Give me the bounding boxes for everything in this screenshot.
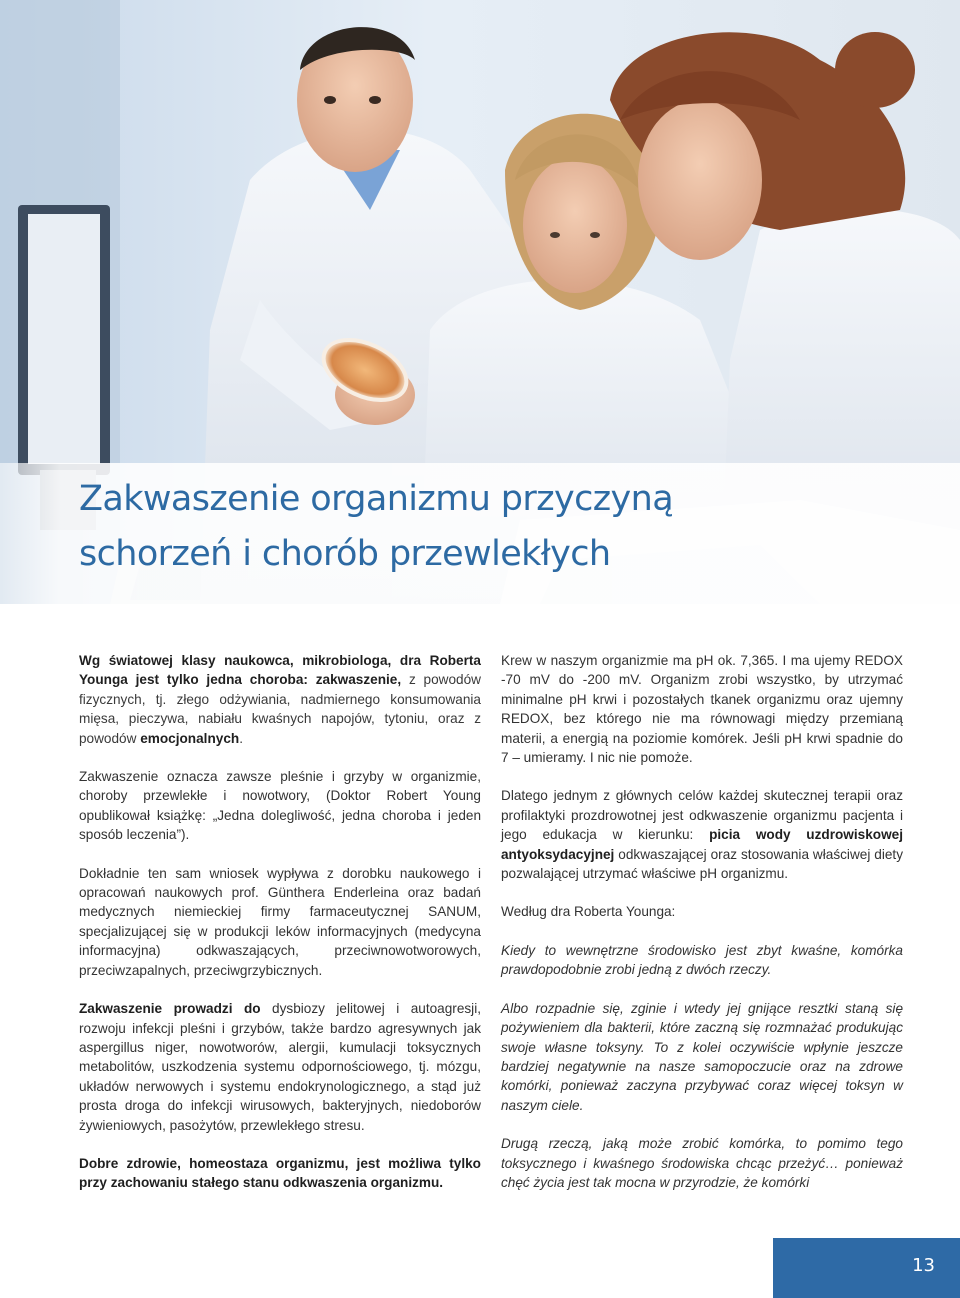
paragraph-young-intro: Według dra Roberta Younga: xyxy=(501,904,676,920)
intro-bold-end: emocjonalnych xyxy=(140,730,240,746)
therapy-start: Dlatego jednym z głównych celów każdej skutecznej terapii oraz profilaktyki prozdrowotnej jest odkwaszenie organizmu pacjenta i jego edukacja w kierunku: xyxy=(501,788,903,843)
intro-paragraph xyxy=(79,651,481,748)
page-number: 13 xyxy=(912,1255,935,1276)
consequences-rest: dysbiozy jelitowej i autoagresji, rozwoju infekcji pleśni i grzybów, także bardzo agresywnych jak aspergillus niger, nowotworów, alergii, kumulacji toksycznych metabolitów, uszkodzenia systemu odpornościowego, tj. mózgu, układów nerwowych i systemu endokrynologicznego, a stąd już prosta droga do infekcji wirusowych, bakteryjnych, niedoborów żywieniowych, pasożytów, przewlekłego stresu. xyxy=(79,1001,481,1133)
right-column xyxy=(501,651,903,1211)
therapy-end: odkwaszającej oraz stosowania właściwej diety pozwalającej utrzymać właściwe pH organizmu. xyxy=(501,846,903,882)
therapy-bold: picia wody uzdrowiskowej antyoksydacyjnej xyxy=(501,827,903,862)
paragraph-consequences xyxy=(79,999,481,1135)
paragraph-blood-ph: Krew w naszym organizmie ma pH ok. 7,365. I ma ujemy REDOX -70 mV do -200 mV. Organizm zrobi wszystko, by utrzymać minimalne pH krwi i pozostałych tkanek organizmu oraz ujemny REDOX, bez którego nie ma równowagi między przemianą materii, a energią na poziomie komórek. Jeśli pH krwi spadnie do 7 – umieramy. I nic nie pomoże. xyxy=(501,653,903,766)
page-title-line-2: schorzeń i chorób przewlekłych xyxy=(79,534,611,574)
intro-bold: Wg światowej klasy naukowca, mikrobiologa, dra Roberta Younga jest tylko jedna choroba: zakwaszenie, xyxy=(79,653,481,688)
paragraph-therapy xyxy=(501,786,903,883)
quote-paragraph-1: Kiedy to wewnętrzne środowisko jest zbyt kwaśne, komórka prawdopodobnie zrobi jedną z dwóch rzeczy. xyxy=(501,942,903,978)
conclusion-bold: Dobre zdrowie, homeostaza organizmu, jest możliwa tylko przy zachowaniu stałego stanu odkwaszenia organizmu. xyxy=(79,1155,481,1191)
quote-paragraph-3: Drugą rzeczą, jaką może zrobić komórka, to pomimo tego toksycznego i kwaśnego środowiska chcąc przeżyć… ponieważ chęć życia jest tak mocna w przyrodzie, że komórki xyxy=(501,1136,903,1190)
paragraph-acidification-meaning: Zakwaszenie oznacza zawsze pleśnie i grzyby w organizmie, choroby przewlekłe i nowotwory, (Doktor Robert Young opublikował książkę: „Jedna dolegliwość, jedna choroba i jeden sposób leczenia”). xyxy=(79,769,481,843)
quote-paragraph-2: Albo rozpadnie się, zginie i wtedy jej gnijące resztki staną się pożywieniem dla bakterii, które zaczną się rozmnażać produkując swoje własne toksyny. To z kolei oczywiście wpłynie jeszcze bardziej negatywnie na nasze samopoczucie oraz na zdrowe komórki, ponieważ zaczyna przybywać coraz więcej toksyn w naszym ciele. xyxy=(501,1000,903,1113)
page-number-box xyxy=(773,1238,960,1298)
left-column xyxy=(79,651,481,1212)
intro-end: . xyxy=(239,730,243,746)
page-title xyxy=(79,472,673,582)
consequences-bold: Zakwaszenie prowadzi do xyxy=(79,1001,261,1017)
paragraph-conclusion xyxy=(79,1154,481,1193)
intro-rest: z powodów fizycznych, tj. złego odżywiania, nadmiernego konsumowania mięsa, pieczywa, nabiału kwaśnych napojów, tytoniu, oraz z powodów xyxy=(79,672,481,746)
paragraph-enderlein: Dokładnie ten sam wniosek wypływa z dorobku naukowego i opracowań naukowych prof. Günthera Enderleina oraz badań medycznych niemieckiej firmy farmaceutycznej SANUM, specjalizującej się w produkcji leków informacyjnych (medycyna informacyjna) odkwaszających, przeciwnowotworowych, przeciwzapalnych, przeciwgrzybicznych. xyxy=(79,865,481,978)
page-title-line-1: Zakwaszenie organizmu przyczyną xyxy=(79,479,674,519)
